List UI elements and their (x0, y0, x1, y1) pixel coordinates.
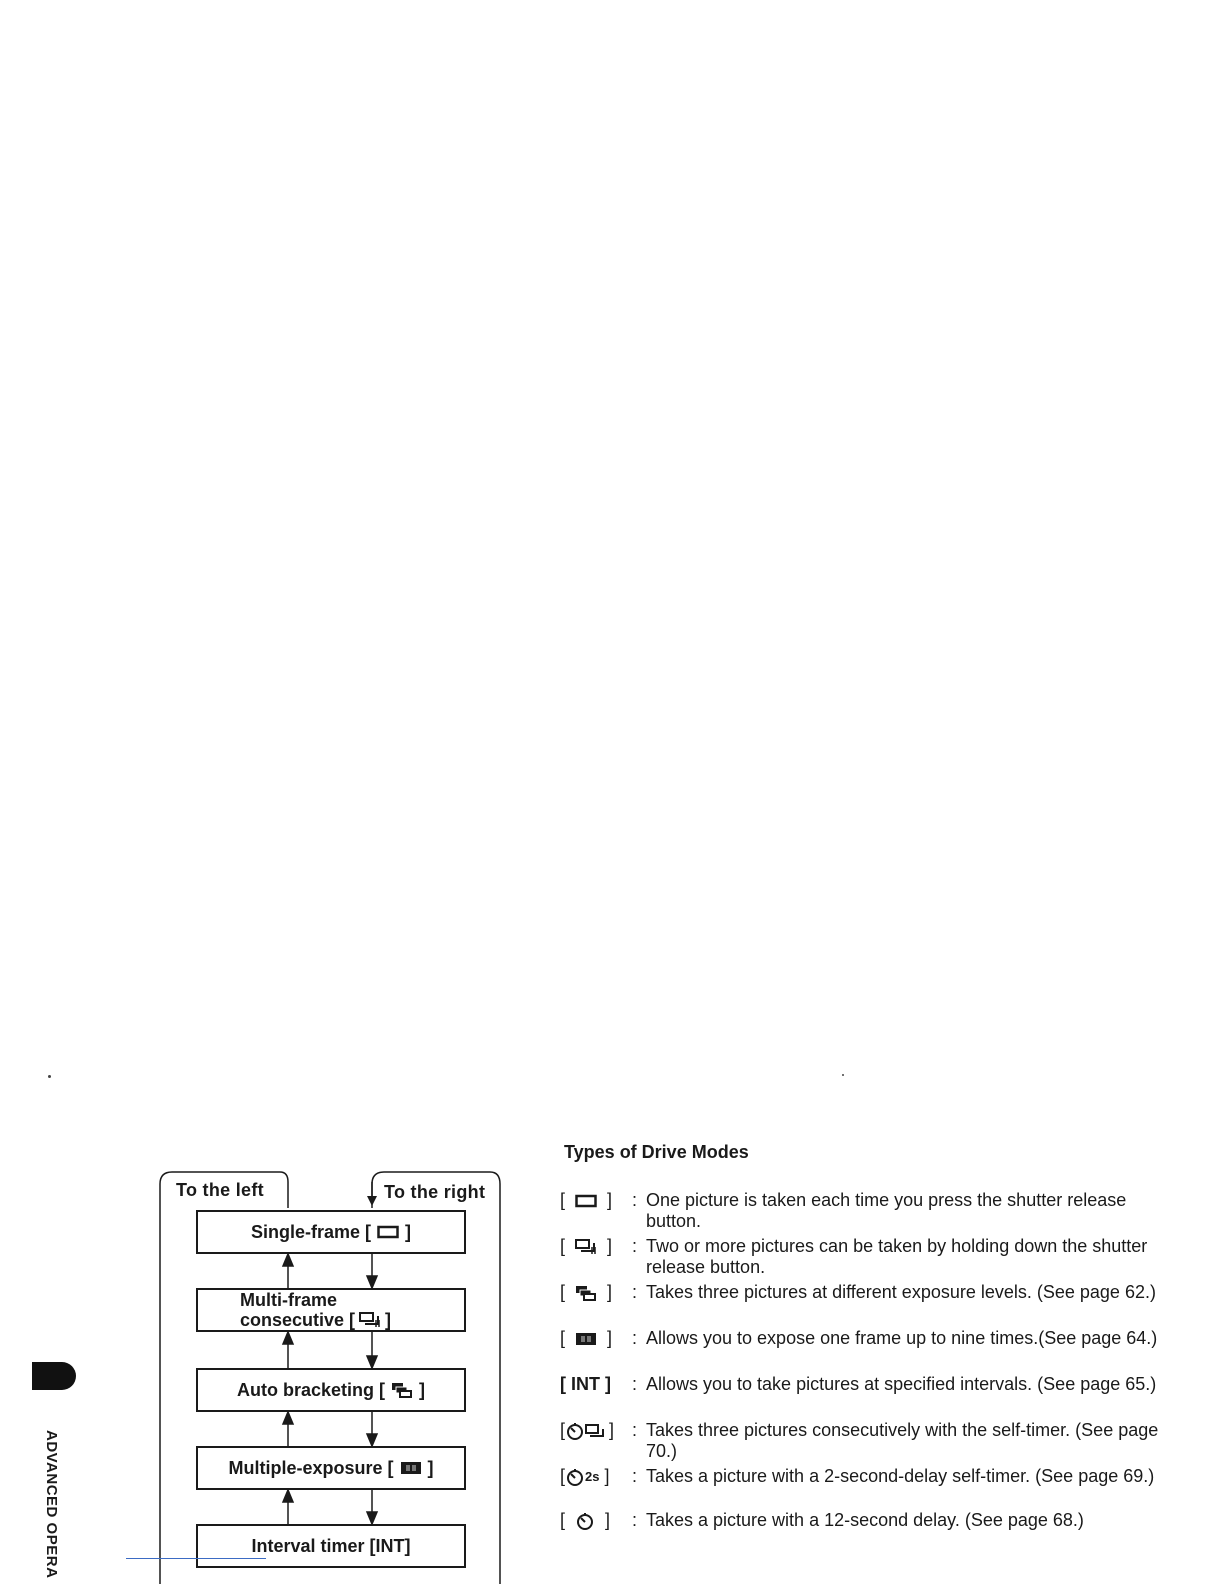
mode-close-bracket: ] (405, 1221, 412, 1242)
entry-colon: : (632, 1190, 638, 1210)
section-tab-marker (32, 1362, 76, 1390)
mode-label: Single-frame [ (250, 1221, 372, 1242)
mode-label-line2: consecutive [ (240, 1310, 356, 1330)
entry-description: Takes a picture with a 12-second delay. (See page 68.) (646, 1510, 1084, 1530)
entry-code: [ ] (560, 1420, 615, 1440)
entry-code-text: 2s (585, 1469, 600, 1484)
entry-description: One picture is taken each time you press the shutter release button. (646, 1190, 1127, 1231)
auto-bracketing-icon (575, 1285, 597, 1301)
multi-frame-icon (575, 1239, 597, 1255)
footer-rule (126, 1558, 266, 1559)
entry-description: Allows you to expose one frame up to nine times.(See page 64.) (646, 1328, 1158, 1348)
entry-code: [ INT ] (560, 1374, 611, 1394)
entry-colon: : (632, 1236, 638, 1256)
entry-code: [ ] (560, 1510, 611, 1530)
entry-code-text: INT (571, 1374, 600, 1394)
mode-close-bracket: ] (427, 1457, 434, 1478)
self-timer-icon (575, 1511, 595, 1531)
entry-code: [ ] (560, 1328, 613, 1348)
types-title: Types of Drive Modes (564, 1142, 749, 1162)
entry-description: Two or more pictures can be taken by holding down the shutter release button. (646, 1236, 1148, 1277)
multi-frame-box (196, 1288, 466, 1332)
multiple-exposure-icon (400, 1461, 422, 1475)
mode-close-bracket: ] (419, 1379, 425, 1400)
drive-mode-flow-diagram (150, 1168, 510, 1584)
entry-code: [ ] (560, 1190, 613, 1210)
entry-code: [ ] (560, 1282, 613, 1302)
to-the-left-label: To the left (176, 1180, 264, 1200)
mode-label: Auto bracketing [ (236, 1379, 385, 1400)
entry-colon: : (632, 1282, 638, 1302)
auto-bracketing-icon (391, 1382, 413, 1398)
mode-label: Multiple-exposure [ (228, 1457, 394, 1478)
entry-code: [ ] (560, 1236, 613, 1256)
entry-colon: : (632, 1328, 638, 1348)
entry-colon: : (632, 1510, 638, 1530)
scan-speck (48, 1075, 51, 1078)
auto-bracketing-box (196, 1368, 466, 1412)
multi-frame-icon (359, 1312, 381, 1328)
section-side-label: ADVANCED OPERA (43, 1430, 60, 1579)
entry-colon: : (632, 1466, 638, 1486)
scan-speck (842, 1074, 844, 1076)
multiple-exposure-box (196, 1446, 466, 1490)
entry-colon: : (632, 1420, 638, 1440)
entry-description: Allows you to take pictures at specified intervals. (See page 65.) (646, 1374, 1157, 1394)
single-frame-icon (575, 1194, 597, 1208)
entry-code: [ 2s ] (560, 1466, 610, 1486)
mode-close-bracket: ] (385, 1310, 392, 1330)
self-timer-2s-icon (565, 1467, 585, 1487)
entry-description: Takes a picture with a 2-second-delay self-timer. (See page 69.) (646, 1466, 1155, 1486)
entry-colon: : (632, 1374, 638, 1394)
entry-description: Takes three pictures at different exposure levels. (See page 62.) (646, 1282, 1156, 1302)
multiple-exposure-icon (575, 1332, 597, 1346)
entry-description: Takes three pictures consecutively with the self-timer. (See page 70.) (646, 1420, 1159, 1461)
self-timer-consecutive-icon (565, 1421, 609, 1441)
mode-label-line1: Multi-frame (240, 1290, 338, 1310)
to-the-right-label: To the right (384, 1182, 486, 1202)
single-frame-box (196, 1210, 466, 1254)
interval-timer-box (196, 1524, 466, 1568)
single-frame-icon (377, 1225, 399, 1239)
mode-label: Interval timer [INT] (251, 1535, 411, 1556)
